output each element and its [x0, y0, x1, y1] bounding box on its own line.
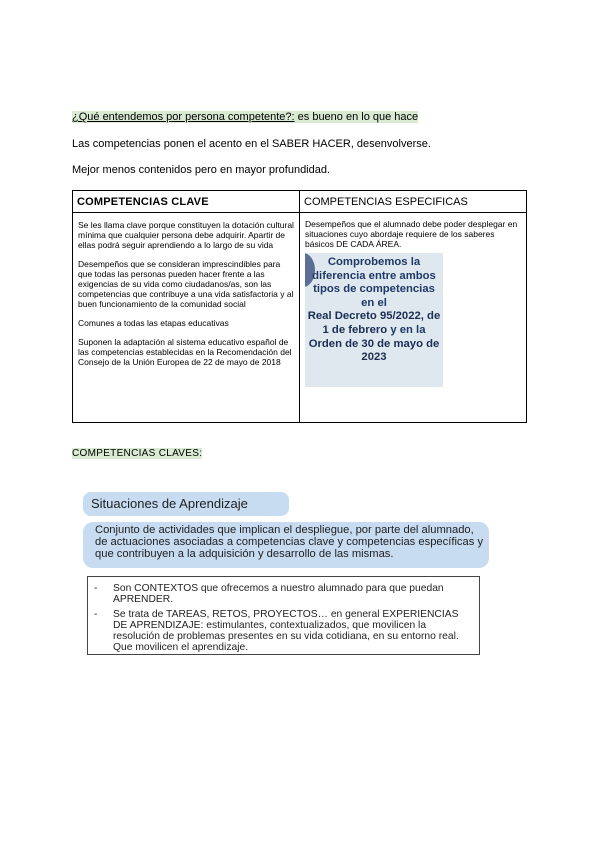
bullet-dash: - [94, 609, 98, 620]
clave-cell [73, 213, 300, 423]
promo-line-4: Orden de 30 de mayo de 2023 [308, 337, 440, 364]
intro-question-highlight: ¿Qué entendemos por persona competente?: [72, 111, 295, 123]
header-competencias-especificas: COMPETENCIAS ESPECIFICAS [300, 191, 527, 213]
intro-line-contenidos: Mejor menos contenidos pero en mayor profundidad. [72, 164, 331, 176]
promo-image-real-decreto [305, 253, 443, 387]
intro-line-saber-hacer: Las competencias ponen el acento en el SABER HACER, desenvolverse. [72, 138, 431, 150]
intro-question [72, 111, 418, 124]
competencias-claves-heading: COMPETENCIAS CLAVES: [72, 448, 203, 459]
bullet-dash: - [94, 583, 98, 594]
promo-line-3: y en la [390, 323, 426, 336]
situaciones-bullets-box [87, 576, 480, 655]
promo-line-1: Comprobemos la diferencia entre ambos tipos de competencias en el [312, 256, 436, 309]
clave-paragraph: Comunes a todas las etapas educativas [78, 318, 229, 328]
promo-line-2: Real Decreto 95/2022, de 1 de febrero [307, 310, 441, 336]
intro-question-rest: es bueno en lo que hace [294, 111, 419, 123]
situaciones-title: Situaciones de Aprendizaje [83, 492, 289, 516]
especificas-cell [300, 213, 527, 423]
competencias-table [72, 190, 527, 423]
situaciones-bullet [94, 583, 475, 605]
header-competencias-clave: COMPETENCIAS CLAVE [73, 191, 300, 213]
clave-paragraph: Se les llama clave porque constituyen la dotación cultural mínima que cualquier persona debe adquirir. Apartir de ellas podrá seguir aprendiendo a lo largo de su vida [78, 220, 294, 250]
clave-paragraph: Desempeños que se consideran imprescindibles para que todas las personas pueden hacer frente a las exigencias de su vida como ciudadanos/as, son las competencias que contribuye a una vida satisfactoria y al buen funcionamiento de la comunidad social [78, 259, 294, 309]
situaciones-definition: Conjunto de actividades que implican el despliegue, por parte del alumnado, de actuaciones asociadas a competencias clave y competencias específicas y que contribuyen a la adquisición y desarrollo de las mismas. [83, 522, 489, 568]
promo-text [305, 256, 443, 365]
clave-paragraph: Suponen la adaptación al sistema educativo español de las competencias establecidas en la Recomendación del Consejo de la Unión Europea de 22 de mayo de 2018 [78, 337, 292, 367]
bullet-text: Son CONTEXTOS que ofrecemos a nuestro alumnado para que puedan APRENDER. [113, 583, 444, 605]
especificas-paragraph: Desempeños que el alumnado debe poder desplegar en situaciones cuyo abordaje requiere de los saberes básicos DE CADA ÁREA. [305, 219, 518, 249]
situaciones-bullet [94, 609, 475, 653]
bullet-text: Se trata de TAREAS, RETOS, PROYECTOS… en general EXPERIENCIAS DE APRENDIZAJE: estimulantes, contextualizados, que movilicen la resolución de problemas presentes en su vida cotidiana, en su entorno real. Que movilicen el aprendizaje. [113, 609, 459, 653]
